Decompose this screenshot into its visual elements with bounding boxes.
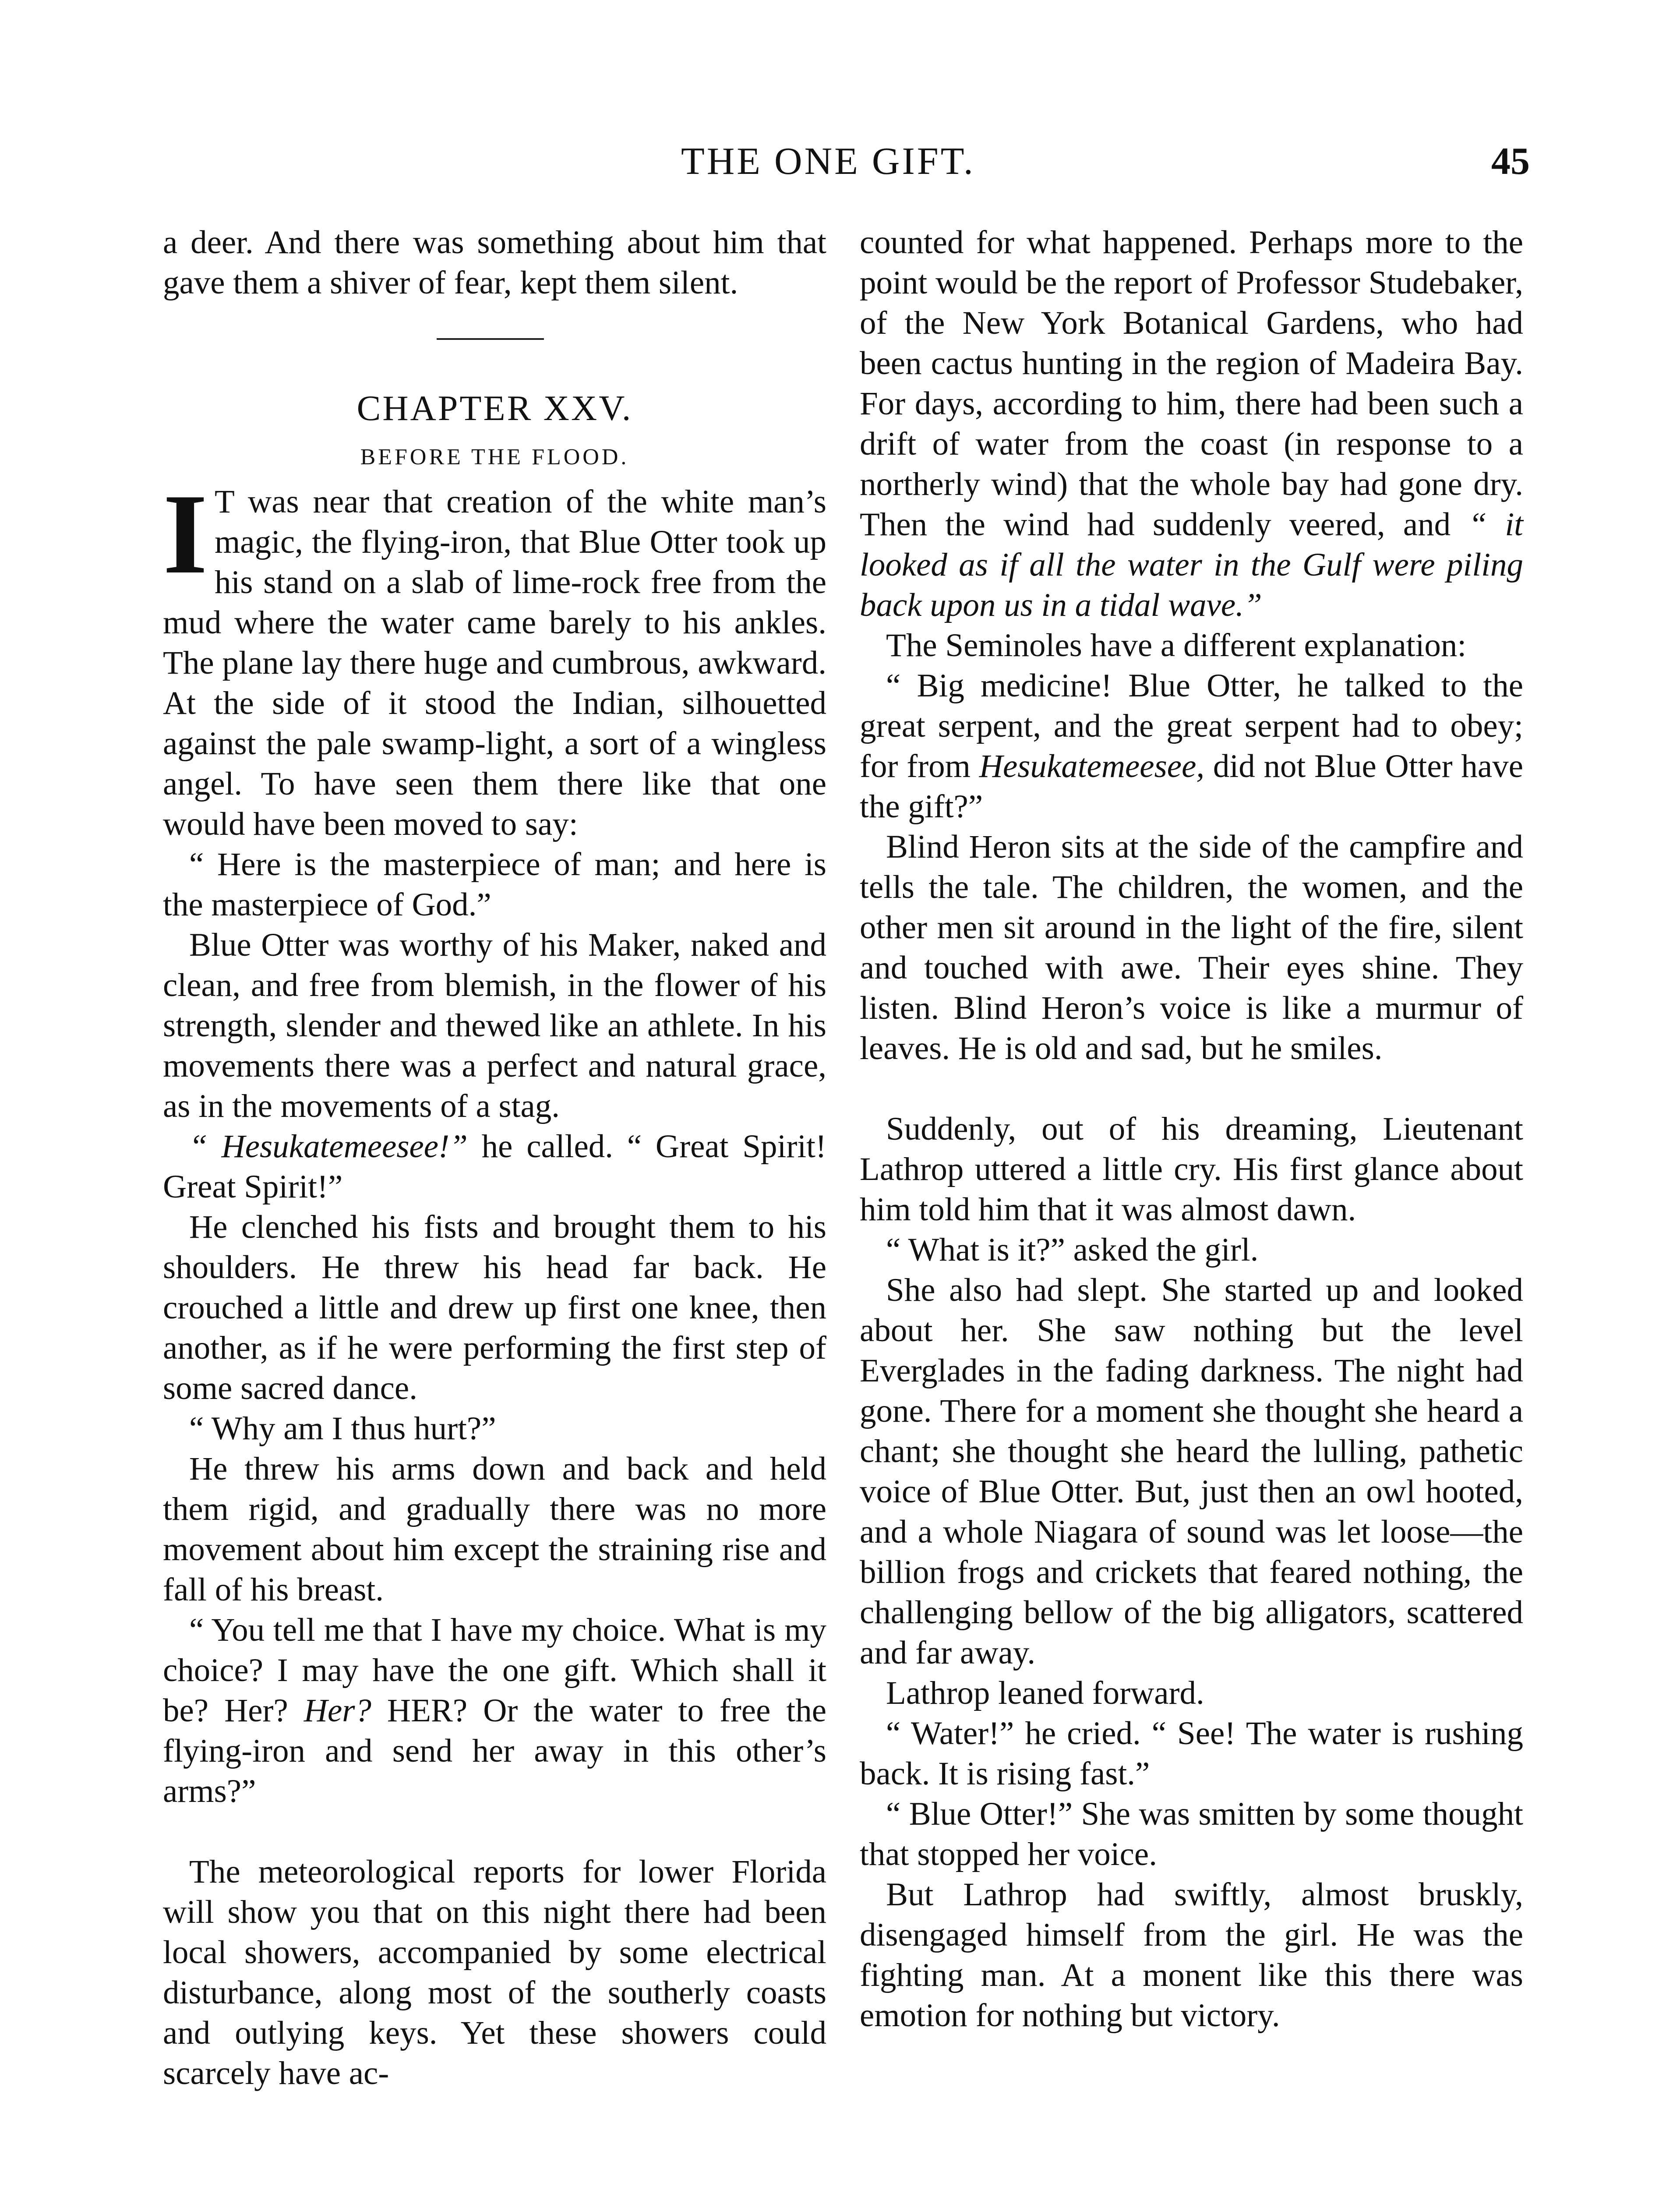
paragraph: She also had slept. She started up and looked about her. She saw nothing but the level Everglades in the fading darkness. The night had gone. There for a moment she thought she heard a chant; she thought she heard the lulling, pathetic voice of Blue Otter. But, just then an owl hooted, and a whole Niagara of sound was let loose—the billion frogs and crickets that feared nothing, the challenging bellow of the big alligators, scattered and far away. bbox=[860, 1272, 1523, 1671]
paragraph bbox=[163, 1127, 826, 1207]
running-title: THE ONE GIFT. bbox=[681, 140, 975, 183]
section-break bbox=[163, 1812, 826, 1852]
paragraph: a deer. And there was something about him that gave them a shiver of fear, kept them silent. bbox=[163, 224, 826, 301]
paragraph: Lathrop leaned forward. bbox=[886, 1675, 1204, 1711]
paragraph bbox=[163, 1610, 826, 1812]
paragraph: He clenched his fists and brought them to his shoulders. He threw his head far back. He crouched a little and drew up first one knee, then another, as if he were performing the first step of some sacred dance. bbox=[163, 1209, 826, 1406]
paragraph: “ Here is the masterpiece of man; and here is the masterpiece of God.” bbox=[163, 846, 826, 923]
section-break bbox=[860, 1069, 1523, 1109]
right-column bbox=[860, 223, 1523, 2036]
paragraph-text: did not Blue Otter have the gift?” bbox=[860, 748, 1523, 825]
paragraph-text: counted for what happened. Perhaps more to the point would be the report of Professor Studebaker, of the New York Botanical Gardens, who had been cactus hunting in the region of Madeira Bay. For days, according to him, there had been such a drift of water from the coast (in response to a northerly wind) that the whole bay had gone dry. Then the wind had suddenly veered, and bbox=[860, 224, 1523, 543]
italic-text: “ Hesukatemeesee!” bbox=[189, 1128, 468, 1165]
paragraph: But Lathrop had swiftly, almost bruskly, disengaged himself from the girl. He was the fighting man. At a monent like this there was emotion for nothing but victory. bbox=[860, 1876, 1523, 2034]
chapter-subtitle: BEFORE THE FLOOD. bbox=[360, 445, 629, 470]
paragraph: The Seminoles have a different explanation: bbox=[886, 627, 1467, 664]
page-number: 45 bbox=[1491, 140, 1530, 183]
divider-rule bbox=[437, 338, 544, 340]
paragraph bbox=[860, 223, 1523, 625]
paragraph: Blue Otter was worthy of his Maker, naked and clean, and free from blemish, in the flower of his strength, slender and thewed like an athlete. In his movements there was a perfect and natural grace, as in the movements of a stag. bbox=[163, 927, 826, 1124]
paragraph: “ Water!” he cried. “ See! The water is rushing back. It is rising fast.” bbox=[860, 1715, 1523, 1792]
paragraph: Suddenly, out of his dreaming, Lieutenant Lathrop uttered a little cry. His first glance about him told him that it was almost dawn. bbox=[860, 1111, 1523, 1228]
paragraph-text: HER? Or the water to free the flying-iron and send her away in this other’s arms?” bbox=[163, 1692, 826, 1809]
left-column bbox=[163, 223, 826, 2094]
drop-cap: I bbox=[163, 470, 208, 597]
paragraph: Blind Heron sits at the side of the campfire and tells the tale. The children, the women, and the other men sit around in the light of the fire, silent and touched with awe. Their eyes shine. They listen. Blind Heron’s voice is like a murmur of leaves. He is old and sad, but he smiles. bbox=[860, 829, 1523, 1067]
paragraph: “ Why am I thus hurt?” bbox=[189, 1410, 496, 1447]
section-divider bbox=[163, 303, 826, 384]
paragraph bbox=[163, 470, 826, 844]
paragraph-text: “ You tell me that I have my choice. What is my choice? I may have the one gift. Which shall it be? Her? bbox=[163, 1612, 826, 1729]
paragraph-text: “ Big medicine! Blue Otter, he talked to the great serpent, and the great serpent had to obey; for from bbox=[860, 668, 1523, 784]
paragraph bbox=[860, 666, 1523, 827]
paragraph-text: he called. “ Great Spirit! Great Spirit!” bbox=[163, 1128, 826, 1205]
page-header bbox=[0, 139, 1680, 192]
paragraph-text: T was near that creation of the white man’s magic, the flying-iron, that Blue Otter took up his stand on a slab of lime-rock free from the mud where the water came barely to his ankles. The plane lay there huge and cumbrous, awkward. At the side of it stood the Indian, silhouetted against the pale swamp-light, a sort of a wingless angel. To have seen them there like that one would have been moved to say: bbox=[163, 484, 826, 842]
italic-text: Hesukatemeesee, bbox=[979, 748, 1205, 784]
paragraph: “ What is it?” asked the girl. bbox=[886, 1232, 1259, 1268]
italic-text: “ it looked as if all the water in the Gulf were piling back upon us in a tidal wave.” bbox=[860, 506, 1523, 623]
italic-text: Her? bbox=[304, 1692, 371, 1729]
paragraph: The meteorological reports for lower Florida will show you that on this night there had been local showers, accompanied by some electrical disturbance, along most of the southerly coasts and outlying keys. Yet these showers could scarcely have ac- bbox=[163, 1854, 826, 2091]
paragraph: “ Blue Otter!” She was smitten by some thought that stopped her voice. bbox=[860, 1796, 1523, 1872]
chapter-title: CHAPTER XXV. bbox=[356, 388, 633, 428]
paragraph: He threw his arms down and back and held them rigid, and gradually there was no more movement about him except the straining rise and fall of his breast. bbox=[163, 1451, 826, 1608]
